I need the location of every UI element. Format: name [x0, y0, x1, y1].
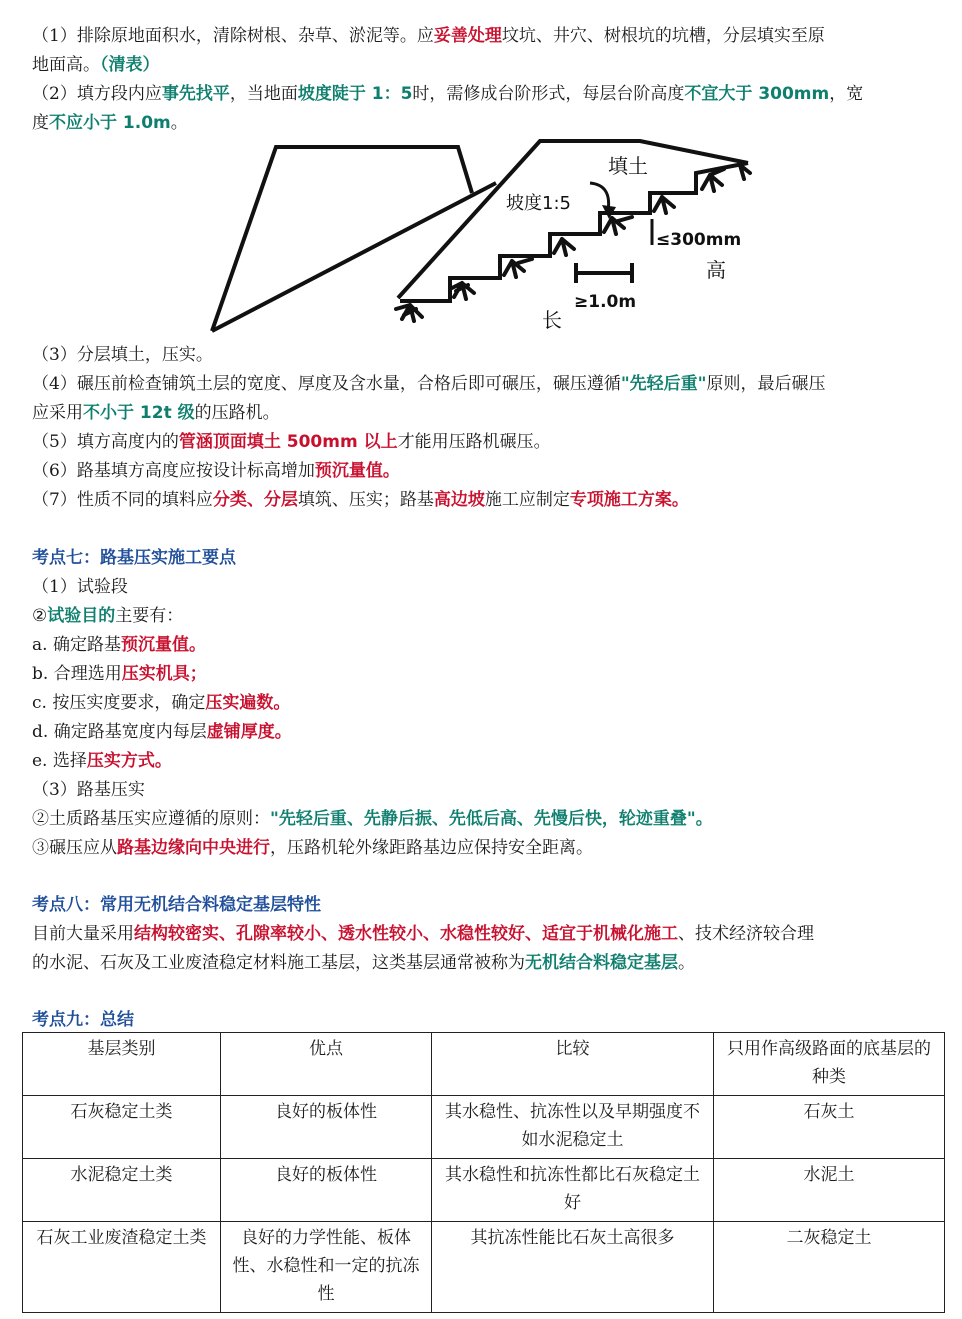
text: 施工应制定 [484, 490, 570, 510]
text: 填筑、压实；路基 [297, 490, 434, 510]
text: ②土质路基压实应遵循的原则： [32, 809, 270, 829]
list-item [32, 691, 290, 715]
text: 、技术经济较合理 [678, 924, 814, 944]
point7-s3 [32, 778, 145, 802]
highlight-green: 不应小于 1.0m [49, 113, 171, 133]
text: ③碾压应从 [32, 838, 117, 858]
header-cell: 只用作高级路面的底基层的种类 [714, 1033, 945, 1096]
highlight-red: 路基边缘向中央进行 [117, 838, 270, 858]
point7-principle [32, 807, 713, 831]
filling-p2-line2 [32, 111, 188, 135]
height-value: ≤300mm [656, 230, 742, 250]
text: （7）性质不同的填料应 [32, 490, 213, 510]
table-cell: 良好的板体性 [221, 1096, 432, 1159]
text: （4）碾压前检查铺筑土层的宽度、厚度及含水量，合格后即可碾压，碾压遵循 [32, 374, 621, 394]
filling-p3 [32, 343, 213, 367]
highlight-green: （清表） [100, 55, 160, 75]
highlight-red: 预沉量值。 [120, 635, 206, 655]
fill-body-outline [398, 141, 748, 298]
highlight-red: 高边坡 [433, 490, 485, 510]
text: 。 [170, 113, 188, 133]
text: 。 [678, 953, 695, 973]
width-value: ≥1.0m [574, 292, 637, 312]
point7-title: 考点七：路基压实施工要点 [32, 548, 236, 568]
point9-title: 考点九：总结 [32, 1010, 134, 1030]
highlight-red: 压实机具； [121, 664, 207, 684]
text: （3）路基压实 [32, 780, 145, 800]
existing-embankment-outline [212, 147, 472, 331]
slope-label: 坡度1:5 [506, 193, 571, 214]
text: 度 [32, 113, 49, 133]
filling-p2-line1 [32, 82, 863, 106]
text: （1）试验段 [32, 577, 128, 597]
highlight-red: 压实遍数。 [205, 693, 291, 713]
highlight-red: 虚铺厚度。 [206, 722, 292, 742]
point8-line2 [32, 951, 695, 975]
table-cell: 其水稳性和抗冻性都比石灰稳定土好 [432, 1159, 714, 1222]
highlight-green: 事先找平 [161, 84, 230, 104]
filling-p1-line1 [32, 24, 825, 48]
table-cell: 石灰土 [714, 1096, 945, 1159]
table-row [23, 1222, 945, 1313]
text: 才能用压路机碾压。 [397, 432, 551, 452]
text: ，压路机轮外缘距路基边应保持安全距离。 [270, 838, 593, 858]
highlight-green: "先轻后重" [620, 374, 707, 394]
highlight-red: 结构较密实、孔隙率较小、透水性较小、水稳性较好、适宜于机械化施工 [134, 924, 678, 944]
highlight-green: 无机结合料稳定基层 [525, 953, 678, 973]
highlight-red: 压实方式。 [86, 751, 172, 771]
text: 目前大量采用 [32, 924, 134, 944]
highlight-green: 试验目的 [47, 606, 116, 626]
table-row [23, 1096, 945, 1159]
text: 原则，最后碾压 [706, 374, 826, 394]
header-cell: 比较 [432, 1033, 714, 1096]
table-cell: 石灰工业废渣稳定土类 [23, 1222, 221, 1313]
text: （6）路基填方高度应按设计标高增加 [32, 461, 315, 481]
list-item [32, 749, 172, 773]
table-row [23, 1159, 945, 1222]
highlight-red: 专项施工方案。 [569, 490, 689, 510]
point8-title: 考点八：常用无机结合料稳定基层特性 [32, 895, 321, 915]
width-label: 长 [542, 308, 562, 332]
table-header-row [23, 1033, 945, 1096]
text: （2）填方段内应 [32, 84, 162, 104]
list-item [32, 662, 207, 686]
table-cell: 水泥土 [714, 1159, 945, 1222]
header-cell: 基层类别 [23, 1033, 221, 1096]
text: b. 合理选用 [32, 664, 122, 684]
text: ，当地面 [229, 84, 298, 104]
text: c. 按压实度要求，确定 [32, 693, 206, 713]
highlight-red: 分类、分层 [212, 490, 298, 510]
text: （1）排除原地面积水，清除树根、杂草、淤泥等。应 [32, 26, 434, 46]
text: ② [32, 606, 48, 626]
text: 时，需修成台阶形式，每层台阶高度 [412, 84, 685, 104]
text: a. 确定路基 [32, 635, 121, 655]
table-cell: 良好的力学性能、板体性、水稳性和一定的抗冻性 [221, 1222, 432, 1313]
text: （5）填方高度内的 [32, 432, 179, 452]
text: （3）分层填土，压实。 [32, 345, 213, 365]
text: 坟坑、井穴、树根坑的坑槽，分层填实至原 [501, 26, 825, 46]
header-cell: 优点 [221, 1033, 432, 1096]
filling-p4-line1 [32, 372, 826, 396]
highlight-green: 坡度陡于 1：5 [297, 84, 413, 104]
table-cell: 石灰稳定土类 [23, 1096, 221, 1159]
text: 的压路机。 [194, 403, 280, 423]
table-cell: 水泥稳定土类 [23, 1159, 221, 1222]
filling-p7 [32, 488, 689, 512]
point8-line1 [32, 922, 814, 946]
highlight-red: 预沉量值。 [314, 461, 400, 481]
filling-p5 [32, 430, 551, 454]
text: ，宽 [829, 84, 864, 104]
filling-p4-line2 [32, 401, 280, 425]
text: 应采用 [32, 403, 83, 423]
text: d. 确定路基宽度内每层 [32, 722, 207, 742]
table-cell: 其抗冻性能比石灰土高很多 [432, 1222, 714, 1313]
point7-order [32, 836, 593, 860]
text: e. 选择 [32, 751, 87, 771]
table-cell: 其水稳性、抗冻性以及早期强度不如水泥稳定土 [432, 1096, 714, 1159]
filling-p1-line2 [32, 53, 160, 77]
text: 的水泥、石灰及工业废渣稳定材料施工基层，这类基层通常被称为 [32, 953, 525, 973]
point7-purpose [32, 604, 183, 628]
table-cell: 良好的板体性 [221, 1159, 432, 1222]
summary-table [22, 1032, 945, 1313]
height-label: 高 [706, 258, 726, 282]
table-cell: 二灰稳定土 [714, 1222, 945, 1313]
highlight-green: "先轻后重、先静后振、先低后高、先慢后快，轮迹重叠"。 [270, 809, 713, 829]
point7-s1 [32, 575, 128, 599]
step-fill-diagram [200, 133, 760, 338]
filling-p6 [32, 459, 400, 483]
highlight-red: 妥善处理 [433, 26, 502, 46]
highlight-green: 不宜大于 300mm [684, 84, 830, 104]
fill-label: 填土 [608, 154, 648, 178]
highlight-green: 不小于 12t 级 [83, 403, 195, 423]
text: 主要有： [115, 606, 184, 626]
list-item [32, 633, 206, 657]
list-item [32, 720, 292, 744]
highlight-red: 管涵顶面填土 500mm 以上 [178, 432, 398, 452]
text: 地面高。 [32, 55, 100, 75]
